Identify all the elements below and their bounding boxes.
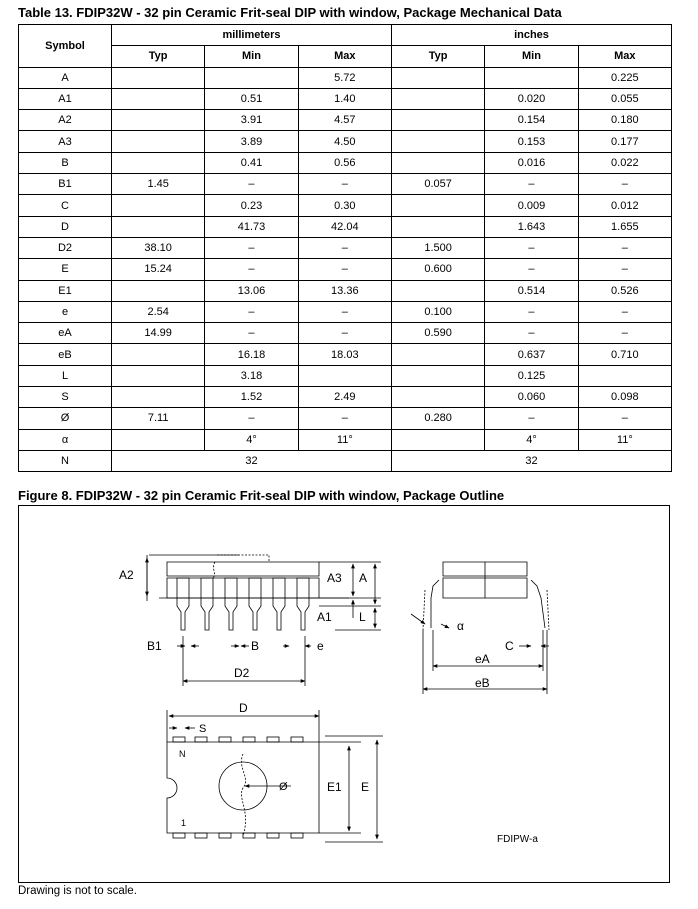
figure-caption: Figure 8. FDIP32W - 32 pin Ceramic Frit-seal DIP with window, Package Outline (18, 488, 505, 503)
sub-header-3: Typ (391, 46, 484, 67)
value-cell: 3.89 (205, 131, 298, 152)
value-cell: 0.016 (485, 152, 578, 173)
value-cell (578, 365, 671, 386)
value-cell: 1.655 (578, 216, 671, 237)
value-cell: 0.022 (578, 152, 671, 173)
inches-header: inches (391, 25, 671, 46)
value-cell: 0.600 (391, 259, 484, 280)
value-cell: 4° (485, 429, 578, 450)
table-row (19, 216, 672, 237)
value-cell (391, 131, 484, 152)
symbol-cell: A2 (19, 110, 112, 131)
table-row (19, 195, 672, 216)
top-pin (173, 833, 185, 838)
table-row (19, 174, 672, 195)
table-row (19, 131, 672, 152)
label-d2: D2 (234, 666, 250, 680)
symbol-cell: C (19, 195, 112, 216)
value-cell (391, 152, 484, 173)
value-cell: 0.055 (578, 88, 671, 109)
symbol-cell: L (19, 365, 112, 386)
value-cell (205, 67, 298, 88)
table-row (19, 344, 672, 365)
value-cell (391, 88, 484, 109)
symbol-cell: Ø (19, 408, 112, 429)
value-cell: – (205, 259, 298, 280)
value-cell: 0.526 (578, 280, 671, 301)
value-cell (391, 280, 484, 301)
value-cell: 0.280 (391, 408, 484, 429)
table-row (19, 408, 672, 429)
value-cell: 1.52 (205, 387, 298, 408)
value-cell: 0.009 (485, 195, 578, 216)
scale-note: Drawing is not to scale. (18, 885, 137, 897)
symbol-cell: A1 (19, 88, 112, 109)
table-row (19, 237, 672, 258)
value-cell: 0.41 (205, 152, 298, 173)
value-cell: 11° (298, 429, 391, 450)
value-cell: 15.24 (112, 259, 205, 280)
table-row (19, 387, 672, 408)
value-cell: – (298, 237, 391, 258)
value-cell: 0.637 (485, 344, 578, 365)
side-pin (297, 578, 309, 630)
value-cell: 13.06 (205, 280, 298, 301)
label-a1: A1 (317, 610, 332, 624)
value-cell: 4° (205, 429, 298, 450)
label-b1: B1 (147, 639, 162, 653)
value-cell (391, 344, 484, 365)
value-cell (391, 216, 484, 237)
value-cell: 0.590 (391, 323, 484, 344)
value-cell: 16.18 (205, 344, 298, 365)
value-cell (112, 110, 205, 131)
sub-header-5: Max (578, 46, 671, 67)
top-pin (291, 833, 303, 838)
value-cell: 4.57 (298, 110, 391, 131)
table-row (19, 88, 672, 109)
value-cell: 42.04 (298, 216, 391, 237)
value-cell: 0.153 (485, 131, 578, 152)
value-cell (112, 429, 205, 450)
mechanical-data-table (18, 24, 672, 472)
symbol-cell: S (19, 387, 112, 408)
symbol-cell: A3 (19, 131, 112, 152)
value-cell: 0.710 (578, 344, 671, 365)
value-cell: 41.73 (205, 216, 298, 237)
value-cell: – (578, 174, 671, 195)
value-cell (112, 67, 205, 88)
top-pin (243, 833, 255, 838)
value-cell: 3.91 (205, 110, 298, 131)
value-cell: 0.060 (485, 387, 578, 408)
table-caption: Table 13. FDIP32W - 32 pin Ceramic Frit-seal DIP with window, Package Mechanical Data (18, 5, 562, 20)
value-cell (391, 365, 484, 386)
package-outline-figure (18, 505, 670, 883)
value-cell: 1.40 (298, 88, 391, 109)
top-pin (195, 833, 207, 838)
value-cell: 4.50 (298, 131, 391, 152)
n-cell-mm: 32 (112, 450, 392, 471)
label-c: C (505, 639, 514, 653)
label-e1: E1 (327, 780, 342, 794)
value-cell: – (298, 408, 391, 429)
value-cell: – (298, 301, 391, 322)
value-cell (391, 429, 484, 450)
value-cell: 0.020 (485, 88, 578, 109)
value-cell: – (205, 301, 298, 322)
label-eb: eB (475, 676, 490, 690)
table-row-n (19, 450, 672, 471)
value-cell: – (205, 408, 298, 429)
n-cell-in: 32 (391, 450, 671, 471)
symbol-cell: B (19, 152, 112, 173)
label-l: L (359, 610, 366, 624)
sub-header-2: Max (298, 46, 391, 67)
side-pin (177, 578, 189, 630)
value-cell: – (205, 174, 298, 195)
label-diameter: Ø (279, 781, 288, 793)
top-pin (243, 737, 255, 742)
table-row (19, 110, 672, 131)
value-cell: 0.057 (391, 174, 484, 195)
value-cell: 2.49 (298, 387, 391, 408)
value-cell (485, 67, 578, 88)
value-cell: 0.51 (205, 88, 298, 109)
value-cell: 0.56 (298, 152, 391, 173)
value-cell: – (485, 237, 578, 258)
label-pin-one: 1 (181, 818, 187, 828)
symbol-cell: eB (19, 344, 112, 365)
label-ea: eA (475, 652, 490, 666)
top-pin (219, 833, 231, 838)
top-pin (267, 833, 279, 838)
label-a3: A3 (327, 571, 342, 585)
label-a2: A2 (119, 568, 134, 582)
sub-header-row (19, 46, 672, 67)
sub-header-1: Min (205, 46, 298, 67)
value-cell (391, 195, 484, 216)
value-cell: 38.10 (112, 237, 205, 258)
table-row (19, 280, 672, 301)
value-cell: 5.72 (298, 67, 391, 88)
value-cell: 2.54 (112, 301, 205, 322)
side-view (147, 555, 381, 686)
value-cell: 0.180 (578, 110, 671, 131)
symbol-cell: e (19, 301, 112, 322)
value-cell: 7.11 (112, 408, 205, 429)
symbol-cell: A (19, 67, 112, 88)
value-cell: 1.643 (485, 216, 578, 237)
label-e-width: E (361, 780, 370, 794)
value-cell: 1.45 (112, 174, 205, 195)
top-pin (219, 737, 231, 742)
table-row (19, 259, 672, 280)
value-cell: 0.225 (578, 67, 671, 88)
end-view (411, 562, 549, 694)
value-cell: – (485, 259, 578, 280)
value-cell (391, 387, 484, 408)
side-pin (273, 578, 285, 630)
symbol-cell: E1 (19, 280, 112, 301)
table-row (19, 67, 672, 88)
value-cell: 18.03 (298, 344, 391, 365)
table-row (19, 429, 672, 450)
value-cell (112, 216, 205, 237)
symbol-cell: α (19, 429, 112, 450)
label-a: A (359, 571, 368, 585)
value-cell: – (578, 301, 671, 322)
label-s: S (199, 723, 207, 735)
sub-header-0: Typ (112, 46, 205, 67)
value-cell: 0.30 (298, 195, 391, 216)
value-cell (112, 365, 205, 386)
figure-code: FDIPW-a (497, 834, 538, 845)
value-cell (112, 280, 205, 301)
value-cell: 0.514 (485, 280, 578, 301)
symbol-cell: eA (19, 323, 112, 344)
value-cell: – (485, 323, 578, 344)
side-pin (249, 578, 261, 630)
value-cell: 0.177 (578, 131, 671, 152)
top-pin (195, 737, 207, 742)
value-cell: – (205, 323, 298, 344)
value-cell (112, 152, 205, 173)
value-cell: 1.500 (391, 237, 484, 258)
value-cell (298, 365, 391, 386)
value-cell: – (205, 237, 298, 258)
value-cell (112, 131, 205, 152)
value-cell: 0.012 (578, 195, 671, 216)
value-cell (112, 88, 205, 109)
value-cell: – (298, 259, 391, 280)
package-outline-drawing (19, 506, 671, 884)
value-cell: 0.154 (485, 110, 578, 131)
symbol-header: Symbol (19, 25, 112, 68)
value-cell: – (298, 174, 391, 195)
value-cell: 14.99 (112, 323, 205, 344)
value-cell (112, 344, 205, 365)
value-cell: 11° (578, 429, 671, 450)
value-cell (112, 387, 205, 408)
label-n: N (179, 749, 186, 759)
millimeters-header: millimeters (112, 25, 392, 46)
top-pin (267, 737, 279, 742)
side-pin (225, 578, 237, 630)
symbol-cell: D2 (19, 237, 112, 258)
value-cell: 3.18 (205, 365, 298, 386)
value-cell: – (578, 323, 671, 344)
value-cell: – (485, 408, 578, 429)
value-cell: 0.125 (485, 365, 578, 386)
value-cell (391, 110, 484, 131)
value-cell: 0.23 (205, 195, 298, 216)
symbol-cell: B1 (19, 174, 112, 195)
top-pin (291, 737, 303, 742)
table-row (19, 365, 672, 386)
label-alpha: α (457, 619, 464, 633)
value-cell: – (578, 259, 671, 280)
value-cell: – (485, 174, 578, 195)
symbol-cell: E (19, 259, 112, 280)
label-d: D (239, 701, 248, 715)
table-row (19, 152, 672, 173)
symbol-cell: D (19, 216, 112, 237)
value-cell: – (485, 301, 578, 322)
value-cell: 0.100 (391, 301, 484, 322)
value-cell (112, 195, 205, 216)
table-row (19, 301, 672, 322)
value-cell: – (578, 408, 671, 429)
top-pin (173, 737, 185, 742)
n-cell-symbol: N (19, 450, 112, 471)
side-pin (201, 578, 213, 630)
value-cell (391, 67, 484, 88)
sub-header-4: Min (485, 46, 578, 67)
label-e-pitch: e (317, 639, 324, 653)
label-b: B (251, 639, 260, 653)
value-cell: – (298, 323, 391, 344)
value-cell: – (578, 237, 671, 258)
value-cell: 13.36 (298, 280, 391, 301)
value-cell: 0.098 (578, 387, 671, 408)
table-row (19, 323, 672, 344)
